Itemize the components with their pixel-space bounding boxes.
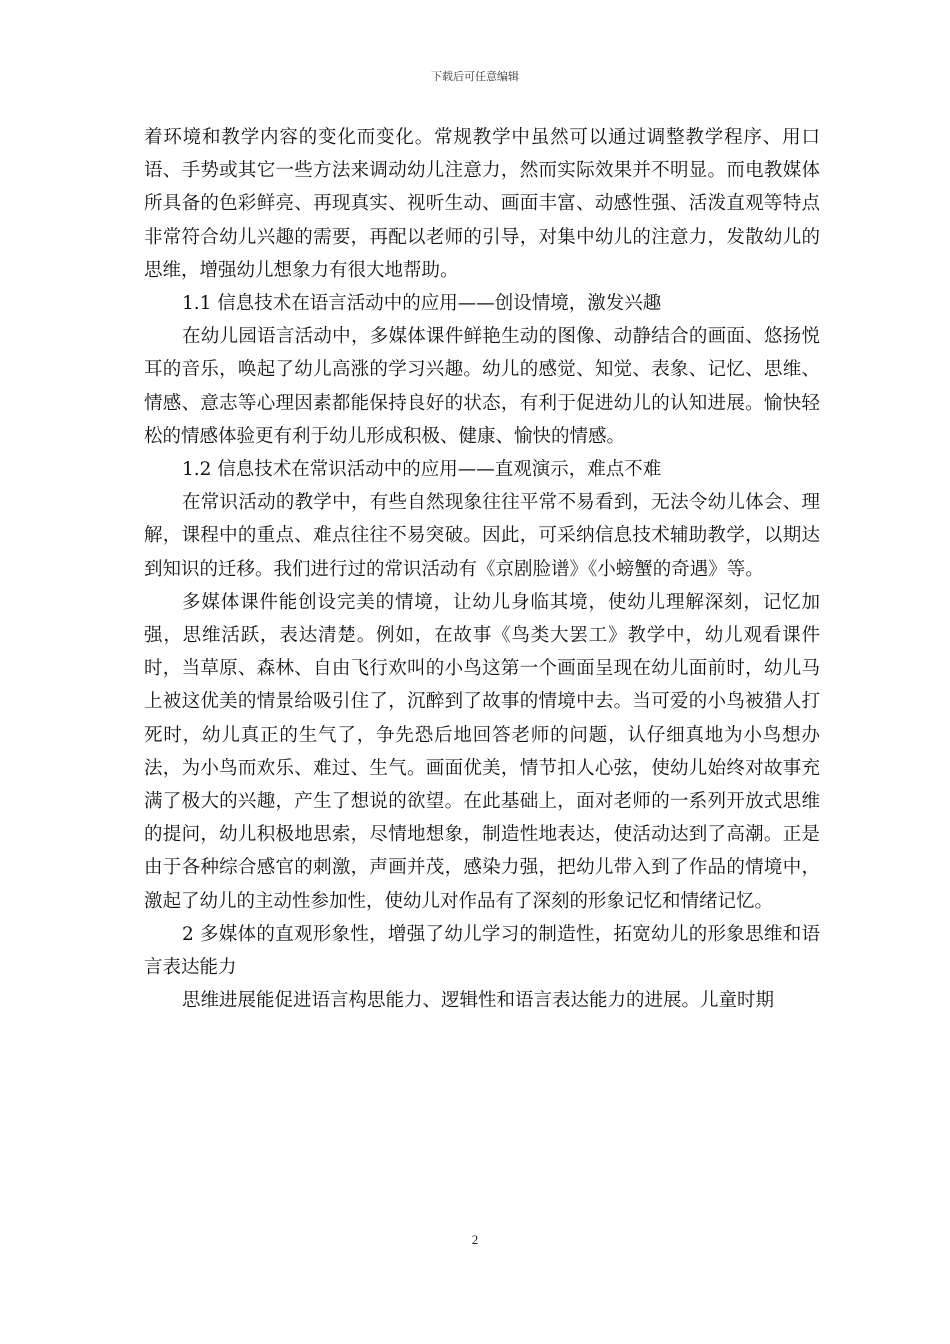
document-body (144, 121, 820, 1017)
body-paragraph-language-activity: 在幼儿园语言活动中，多媒体课件鲜艳生动的图像、动静结合的画面、悠扬悦耳的音乐，唤起了幼儿高涨的学习兴趣。幼儿的感觉、知觉、表象、记忆、思维、情感、意志等心理因素都能保持良好的状态，有利于促进幼儿的认知进展。愉快轻松的情感体验更有利于幼儿形成积极、健康、愉快的情感。 (144, 326, 820, 447)
section-heading-2: 2 多媒体的直观形象性，增强了幼儿学习的制造性，拓宽幼儿的形象思维和语言表达能力 (144, 923, 820, 979)
body-paragraph-multimedia-example: 多媒体课件能创设完美的情境，让幼儿身临其境，使幼儿理解深刻，记忆加强，思维活跃，表达清楚。例如，在故事《鸟类大罢工》教学中，幼儿观看课件时，当草原、森林、自由飞行欢叫的小鸟这第一个画面呈现在幼儿面前时，幼儿马上被这优美的情景给吸引住了，沉醉到了故事的情境中去。当可爱的小鸟被猎人打死时，幼儿真正的生气了，争先恐后地回答老师的问题，认仔细真地为小鸟想办法，为小鸟而欢乐、难过、生气。画面优美，情节扣人心弦，使幼儿始终对故事充满了极大的兴趣，产生了想说的欲望。在此基础上，面对老师的一系列开放式思维的提问，幼儿积极地思索，尽情地想象，制造性地表达，使活动达到了高潮。正是由于各种综合感官的刺激，声画并茂，感染力强，把幼儿带入到了作品的情境中，激起了幼儿的主动性参加性，使幼儿对作品有了深刻的形象记忆和情绪记忆。 (144, 591, 820, 912)
section-heading-1-1: 1.1 信息技术在语言活动中的应用——创设情境，激发兴趣 (182, 293, 662, 315)
section-heading-1-2: 1.2 信息技术在常识活动中的应用——直观演示，难点不难 (182, 459, 662, 481)
page-header-note: 下载后可任意编辑 (431, 70, 519, 83)
body-paragraph-thinking-development: 思维进展能促进语言构思能力、逻辑性和语言表达能力的进展。儿童时期 (182, 990, 775, 1012)
body-paragraph-common-sense-activity: 在常识活动的教学中，有些自然现象往往平常不易看到，无法令幼儿体会、理解，课程中的重点、难点往往不易突破。因此，可采纳信息技术辅助教学，以期达到知识的迁移。我们进行过的常识活动有《京剧脸谱》《小螃蟹的奇遇》等。 (144, 492, 820, 580)
page-number: 2 (471, 1232, 479, 1247)
body-paragraph-continued: 着环境和教学内容的变化而变化。常规教学中虽然可以通过调整教学程序、用口语、手势或其它一些方法来调动幼儿注意力，然而实际效果并不明显。而电教媒体所具备的色彩鲜亮、再现真实、视听生动、画面丰富、动感性强、活泼直观等特点非常符合幼儿兴趣的需要，再配以老师的引导，对集中幼儿的注意力，发散幼儿的思维，增强幼儿想象力有很大地帮助。 (144, 127, 820, 281)
